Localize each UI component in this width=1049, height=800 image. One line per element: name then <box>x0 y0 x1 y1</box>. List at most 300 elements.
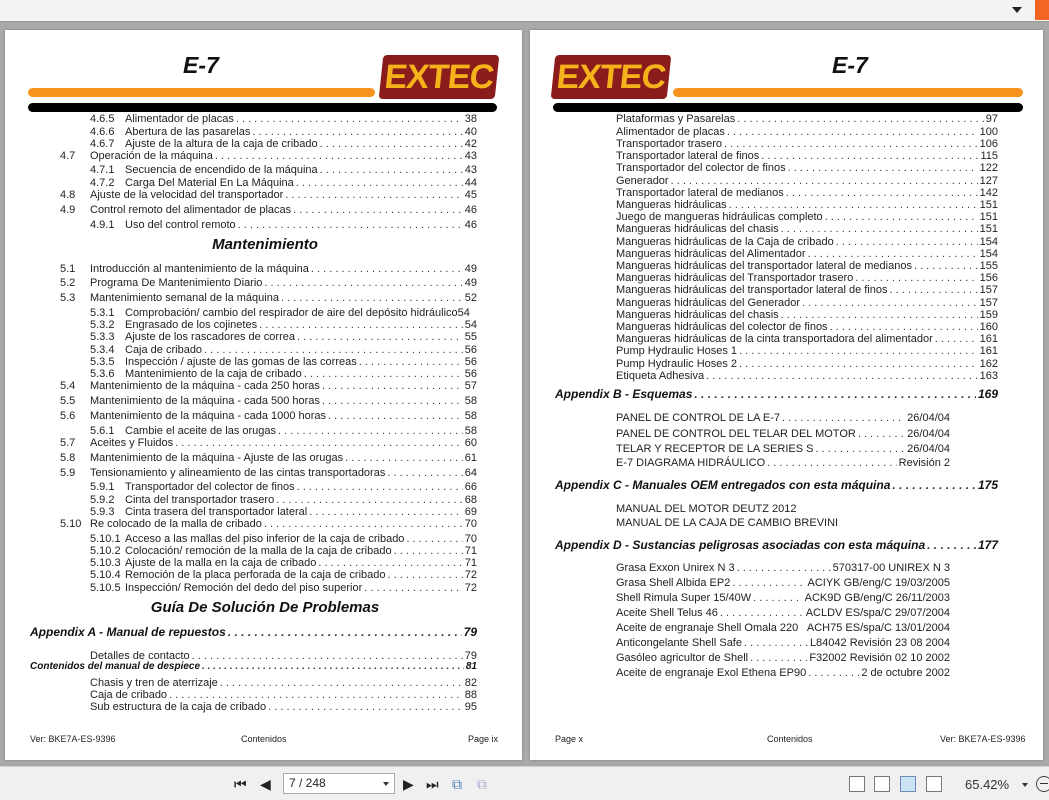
previous-page-icon[interactable]: ◀ <box>260 776 271 792</box>
entry-title: Inspección/ Remoción del dedo del piso superior <box>125 582 363 594</box>
entry-page-number: 159 <box>979 309 998 321</box>
entry-title: Alimentador de placas <box>125 113 234 125</box>
dot-leader <box>387 466 462 480</box>
entry-page-number: 58 <box>464 395 477 407</box>
entry-page-number: ACK9D GB/eng/C 26/11/2003 <box>804 592 950 604</box>
toc-entry[interactable] <box>90 163 477 177</box>
entry-title: Introducción al mantenimiento de la máquina <box>90 263 309 275</box>
appendix-entry[interactable] <box>555 478 998 492</box>
footer-version: Ver: BKE7A-ES-9396 <box>30 734 116 744</box>
section-number: 5.3.2 <box>90 319 115 331</box>
entry-page-number: 66 <box>464 481 477 493</box>
dot-leader <box>782 411 905 425</box>
dot-leader <box>744 636 808 650</box>
dot-leader <box>364 581 462 595</box>
dot-leader <box>238 218 463 232</box>
appendix-entry[interactable] <box>555 387 998 401</box>
entry-page-number: 157 <box>979 297 998 309</box>
app-badge-icon[interactable] <box>1035 0 1049 20</box>
section-number: 5.3.4 <box>90 344 115 356</box>
toc-entry[interactable] <box>616 427 950 441</box>
entry-page-number: Revisión 2 <box>898 457 950 469</box>
toc-entry[interactable] <box>616 222 998 236</box>
appendix-entry[interactable] <box>555 538 998 552</box>
black-header-bar <box>28 103 497 112</box>
toc-entry[interactable] <box>60 276 477 290</box>
toc-entry[interactable] <box>616 636 950 650</box>
entry-page-number: 46 <box>464 204 477 216</box>
entry-title: Mantenimiento de la máquina - cada 500 horas <box>90 395 320 407</box>
toc-entry[interactable] <box>60 291 477 305</box>
entry-title: Mantenimiento de la máquina - cada 250 horas <box>90 380 320 392</box>
entry-title: Aceite de engranaje Shell Omala 220 <box>616 622 799 634</box>
entry-page-number: ACH75 ES/spa/C 13/01/2004 <box>806 622 950 634</box>
section-number: 5.6.1 <box>90 425 115 437</box>
single-page-view-icon[interactable] <box>849 776 865 792</box>
facing-pages-view-icon[interactable] <box>900 776 916 792</box>
toc-entry[interactable] <box>60 451 477 465</box>
entry-page-number: 161 <box>979 333 998 345</box>
entry-page-number: 52 <box>464 292 477 304</box>
dot-leader <box>322 394 463 408</box>
entry-page-number: 26/04/04 <box>907 412 950 424</box>
dot-leader <box>739 344 978 358</box>
zoom-out-icon[interactable] <box>1036 776 1049 792</box>
appendix-entry[interactable] <box>30 661 477 675</box>
toc-entry[interactable] <box>60 436 477 450</box>
dropdown-arrow-icon[interactable] <box>1012 7 1022 13</box>
entry-title: Comprobación/ cambio del respirador de aire del depósito hidráulico <box>125 307 458 319</box>
toc-entry[interactable] <box>60 409 477 423</box>
entry-title: Chasis y tren de aterrizaje <box>90 677 218 689</box>
dot-leader <box>890 283 978 297</box>
toc-entry[interactable] <box>90 112 477 126</box>
toc-entry[interactable] <box>616 442 950 456</box>
section-number: 4.7.2 <box>90 177 115 189</box>
entry-title: Detalles de contacto <box>90 650 190 662</box>
entry-page-number: 163 <box>979 370 998 382</box>
footer-page-number: Page ix <box>468 734 499 744</box>
document-title: E-7 <box>183 52 219 78</box>
dot-leader <box>175 436 463 450</box>
entry-page-number: 81 <box>465 661 477 672</box>
toc-entry[interactable] <box>616 502 950 516</box>
entry-page-number: 42 <box>464 138 477 150</box>
entry-title: Pump Hydraulic Hoses 2 <box>616 358 738 370</box>
toc-entry[interactable] <box>616 576 950 590</box>
dot-leader <box>388 568 463 582</box>
entry-title: Cambie el aceite de las orugas <box>125 425 277 437</box>
section-number: 5.10.3 <box>90 557 121 569</box>
entry-title: Anticongelante Shell Safe <box>616 637 742 649</box>
extec-logo: EXTEC <box>379 55 500 99</box>
entry-title: Grasa Exxon Unirex N 3 <box>616 562 735 574</box>
section-number: 4.6.6 <box>90 126 115 138</box>
entry-title: Shell Rimula Super 15/40W <box>616 592 752 604</box>
entry-page-number: 43 <box>464 164 477 176</box>
entry-title: Secuencia de encendido de la máquina <box>125 164 318 176</box>
entry-title: MANUAL DEL MOTOR DEUTZ 2012 <box>616 503 797 515</box>
entry-page-number: 71 <box>464 545 477 557</box>
entry-title: Mangueras hidráulicas del Alimentador <box>616 248 806 260</box>
dot-leader <box>737 112 984 126</box>
entry-page-number: 175 <box>977 478 998 492</box>
entry-page-number: ACLDV ES/spa/C 29/07/2004 <box>805 607 950 619</box>
entry-page-number: 56 <box>464 368 477 380</box>
entry-page-number: 68 <box>464 494 477 506</box>
entry-title: Ajuste de los rascadores de correa <box>125 331 295 343</box>
previous-view-icon[interactable]: ⧉ <box>452 776 462 792</box>
entry-page-number: 79 <box>464 650 477 662</box>
dot-leader <box>281 291 463 305</box>
toc-entry[interactable] <box>90 218 477 232</box>
toc-entry[interactable] <box>616 369 998 383</box>
section-number: 5.10.5 <box>90 582 121 594</box>
entry-page-number: 61 <box>464 452 477 464</box>
dot-leader <box>781 222 978 236</box>
entry-title: Operación de la máquina <box>90 150 213 162</box>
entry-title: Uso del control remoto <box>125 219 236 231</box>
entry-page-number: 54 <box>457 307 470 319</box>
dot-leader <box>892 478 976 492</box>
entry-title: Ajuste de la altura de la caja de cribado <box>125 138 318 150</box>
orange-header-bar <box>28 88 375 97</box>
entry-page-number: 56 <box>464 356 477 368</box>
entry-page-number: 43 <box>464 150 477 162</box>
entry-title: Juego de mangueras hidráulicas completo <box>616 211 823 223</box>
toc-entry[interactable] <box>616 344 998 358</box>
entry-title: Transportador del colector de finos <box>125 481 295 493</box>
entry-title: Transportador lateral de finos <box>616 150 760 162</box>
entry-page-number: 69 <box>464 506 477 518</box>
dot-leader <box>858 427 905 441</box>
dot-leader <box>264 276 462 290</box>
entry-page-number: 88 <box>464 689 477 701</box>
orange-header-bar <box>673 88 1023 97</box>
next-page-icon[interactable]: ▶ <box>403 776 414 792</box>
section-number: 4.9 <box>60 204 76 216</box>
entry-title: Mangueras hidráulicas del chasis <box>616 223 779 235</box>
entry-page-number: 40 <box>464 126 477 138</box>
dot-leader <box>808 666 859 680</box>
viewer-toolbar <box>0 766 1049 800</box>
entry-page-number: 44 <box>464 177 477 189</box>
dot-leader <box>328 409 463 423</box>
entry-page-number: ACIYK GB/eng/C 19/03/2005 <box>807 577 950 589</box>
entry-page-number: L84042 Revisión 23 08 2004 <box>809 637 950 649</box>
entry-title: Aceite Shell Telus 46 <box>616 607 718 619</box>
entry-title: Cinta trasera del transportador lateral <box>125 506 308 518</box>
entry-page-number: 72 <box>464 569 477 581</box>
toc-entry[interactable] <box>60 379 477 393</box>
entry-page-number: 95 <box>464 701 477 713</box>
entry-title: Pump Hydraulic Hoses 1 <box>616 345 738 357</box>
entry-title: Mangueras hidráulicas de la Caja de cribado <box>616 236 834 248</box>
section-number: 4.6.5 <box>90 113 115 125</box>
section-number: 5.5 <box>60 395 76 407</box>
toc-entry[interactable] <box>616 561 950 575</box>
entry-page-number: 56 <box>464 344 477 356</box>
dot-leader <box>737 561 831 575</box>
entry-title: Mantenimiento de la máquina - Ajuste de las orugas <box>90 452 344 464</box>
entry-page-number: 161 <box>979 345 998 357</box>
toc-entry[interactable] <box>90 700 477 714</box>
dot-leader <box>311 262 463 276</box>
toc-entry[interactable] <box>90 480 477 494</box>
entry-title: Gasóleo agricultor de Shell <box>616 652 749 664</box>
entry-title: Mangueras hidráulicas del transportador lateral de finos <box>616 284 888 296</box>
toc-entry[interactable] <box>616 411 950 425</box>
dot-leader <box>285 188 463 202</box>
entry-page-number: 169 <box>977 387 998 401</box>
continuous-view-icon[interactable] <box>874 776 890 792</box>
last-page-icon[interactable]: ⏭ <box>426 776 439 792</box>
entry-page-number: 64 <box>464 467 477 479</box>
entry-page-number: 154 <box>979 236 998 248</box>
toc-entry[interactable] <box>90 581 477 595</box>
entry-title: PANEL DE CONTROL DE LA E-7 <box>616 412 781 424</box>
entry-title: MANUAL DE LA CAJA DE CAMBIO BREVINI <box>616 517 839 529</box>
toc-entry[interactable] <box>60 149 477 163</box>
entry-title: TELAR Y RECEPTOR DE LA SERIES S <box>616 443 814 455</box>
entry-title: Caja de cribado <box>90 689 168 701</box>
dot-leader <box>297 480 463 494</box>
entry-page-number: 156 <box>979 272 998 284</box>
dot-leader <box>345 451 463 465</box>
footer-section: Contenidos <box>241 734 287 744</box>
entry-page-number: 79 <box>463 625 477 639</box>
entry-title: Appendix B - Esquemas <box>555 387 693 401</box>
pdf-page-left <box>5 30 522 760</box>
entry-page-number: F32002 Revisión 02 10 2002 <box>809 652 950 664</box>
dot-leader <box>293 203 463 217</box>
appendix-entry[interactable] <box>30 625 477 639</box>
section-number: 4.6.7 <box>90 138 115 150</box>
entry-title: PANEL DE CONTROL DEL TELAR DEL MOTOR <box>616 428 856 440</box>
entry-page-number: 151 <box>979 223 998 235</box>
entry-page-number: 151 <box>979 199 998 211</box>
dot-leader <box>202 661 464 672</box>
section-number: 5.9.3 <box>90 506 115 518</box>
entry-title: Cinta del transportador trasero <box>125 494 275 506</box>
page-number-input[interactable] <box>283 773 395 794</box>
entry-title: E-7 DIAGRAMA HIDRÁULICO <box>616 457 766 469</box>
dot-leader <box>750 651 807 665</box>
pdf-page-right <box>530 30 1043 760</box>
entry-title: Etiqueta Adhesiva <box>616 370 705 382</box>
toc-entry[interactable] <box>60 394 477 408</box>
toc-entry[interactable] <box>60 466 477 480</box>
section-heading: Mantenimiento <box>212 236 318 253</box>
entry-page-number: 160 <box>979 321 998 333</box>
section-number: 5.3.1 <box>90 307 115 319</box>
section-number: 4.7 <box>60 150 76 162</box>
section-number: 5.9.1 <box>90 481 115 493</box>
dot-leader <box>215 149 463 163</box>
entry-title: Sub estructura de la caja de cribado <box>90 701 267 713</box>
dot-leader <box>236 112 463 126</box>
entry-page-number: 72 <box>464 582 477 594</box>
zoom-level[interactable]: 65.42% <box>965 777 1010 792</box>
entry-page-number: 58 <box>464 425 477 437</box>
entry-title: Carga Del Material En La Máquina <box>125 177 294 189</box>
dot-leader <box>694 387 976 401</box>
entry-title: Aceite de engranaje Exol Ethena EP90 <box>616 667 807 679</box>
entry-title: Programa De Mantenimiento Diario <box>90 277 263 289</box>
section-number: 5.9 <box>60 467 76 479</box>
section-number: 5.9.2 <box>90 494 115 506</box>
dot-leader <box>706 369 978 383</box>
toc-entry[interactable] <box>616 456 950 470</box>
entry-title: Mangueras hidráulicas de la cinta transportadora del alimentador <box>616 333 933 345</box>
section-number: 5.7 <box>60 437 76 449</box>
entry-page-number: 155 <box>979 260 998 272</box>
section-number: 5.3.5 <box>90 356 115 368</box>
entry-title: Colocación/ remoción de la malla de la caja de cribado <box>125 545 392 557</box>
section-number: 5.1 <box>60 263 76 275</box>
entry-title: Transportador del colector de finos <box>616 162 786 174</box>
dot-leader <box>767 456 897 470</box>
section-number: 5.3 <box>60 292 76 304</box>
entry-page-number: 142 <box>979 187 998 199</box>
entry-title: Mangueras hidráulicas del Generador <box>616 297 801 309</box>
section-number: 5.6 <box>60 410 76 422</box>
section-number: 4.8 <box>60 189 76 201</box>
dot-leader <box>268 700 463 714</box>
toc-entry[interactable] <box>616 606 950 620</box>
toc-entry[interactable] <box>616 666 950 680</box>
entry-page-number: 45 <box>464 189 477 201</box>
entry-page-number: 97 <box>985 113 998 125</box>
section-number: 5.3.3 <box>90 331 115 343</box>
page-number-value: 7 / 248 <box>289 776 326 790</box>
entry-title: Grasa Shell Albida EP2 <box>616 577 731 589</box>
entry-title: Inspección / ajuste de las gomas de las correas <box>125 356 357 368</box>
entry-page-number: 26/04/04 <box>907 443 950 455</box>
dot-leader <box>753 591 803 605</box>
toc-entry[interactable] <box>90 330 477 344</box>
entry-page-number: 151 <box>979 211 998 223</box>
toc-entry[interactable] <box>616 621 950 635</box>
entry-page-number: 162 <box>979 358 998 370</box>
dot-leader <box>320 163 463 177</box>
toc-entry[interactable] <box>616 112 998 126</box>
dot-leader <box>228 625 462 639</box>
footer-version: Ver: BKE7A-ES-9396 <box>940 734 1026 744</box>
toc-entry[interactable] <box>616 651 950 665</box>
section-number: 4.7.1 <box>90 164 115 176</box>
entry-page-number: 58 <box>464 410 477 422</box>
entry-page-number: 46 <box>464 219 477 231</box>
section-number: 5.10.4 <box>90 569 121 581</box>
entry-title: Engrasado de los cojinetes <box>125 319 258 331</box>
toc-entry[interactable] <box>60 188 477 202</box>
dot-leader <box>264 517 463 531</box>
dot-leader <box>815 442 905 456</box>
section-number: 5.3.6 <box>90 368 115 380</box>
dot-leader <box>322 379 463 393</box>
section-number: 5.4 <box>60 380 76 392</box>
entry-title: Mangueras hidráulicas <box>616 199 727 211</box>
chevron-down-icon[interactable] <box>383 782 389 786</box>
dot-leader <box>732 576 805 590</box>
first-page-icon[interactable]: ⏮ <box>234 776 247 792</box>
entry-title: Ajuste de la velocidad del transportador <box>90 189 284 201</box>
entry-page-number: 55 <box>464 331 477 343</box>
entry-page-number: 71 <box>464 557 477 569</box>
top-strip <box>0 0 1049 22</box>
toc-entry[interactable] <box>616 591 950 605</box>
entry-page-number: 38 <box>464 113 477 125</box>
entry-page-number: 49 <box>464 277 477 289</box>
toc-entry[interactable] <box>616 516 950 530</box>
entry-page-number: 122 <box>979 162 998 174</box>
toc-entry[interactable] <box>616 161 998 175</box>
entry-title: Mangueras hidráulicas del chasis <box>616 309 779 321</box>
entry-page-number: 57 <box>464 380 477 392</box>
entry-title: Plataformas y Pasarelas <box>616 113 736 125</box>
entry-title: Mangueras hidráulicas del Transportador trasero <box>616 272 854 284</box>
entry-page-number: 177 <box>977 538 998 552</box>
entry-title: Mantenimiento semanal de la máquina <box>90 292 279 304</box>
entry-page-number: 26/04/04 <box>907 428 950 440</box>
entry-title: Ajuste de la malla en la caja de cribado <box>125 557 317 569</box>
entry-title: Generador <box>616 175 669 187</box>
dot-leader <box>720 606 804 620</box>
entry-title: Appendix C - Manuales OEM entregados con esta máquina <box>555 478 891 492</box>
entry-title: Transportador trasero <box>616 138 722 150</box>
entry-title: Contenidos del manual de despiece <box>30 661 201 672</box>
entry-title: Mangueras hidráulicas del transportador lateral de medianos <box>616 260 912 272</box>
next-view-icon[interactable]: ⧉ <box>477 776 487 792</box>
document-title: E-7 <box>832 52 868 78</box>
section-number: 5.10.2 <box>90 545 121 557</box>
toc-entry[interactable] <box>60 262 477 276</box>
entry-title: Re colocado de la malla de cribado <box>90 518 262 530</box>
entry-title: Alimentador de placas <box>616 126 725 138</box>
entry-page-number: 70 <box>464 518 477 530</box>
black-header-bar <box>553 103 1023 112</box>
entry-title: Aceites y Fluidos <box>90 437 174 449</box>
continuous-facing-view-icon[interactable] <box>926 776 942 792</box>
toc-entry[interactable] <box>90 568 477 582</box>
entry-title: Remoción de la placa perforada de la caja de cribado <box>125 569 386 581</box>
entry-title: Caja de cribado <box>125 344 203 356</box>
extec-logo: EXTEC <box>551 55 672 99</box>
footer-section: Contenidos <box>767 734 813 744</box>
toc-entry[interactable] <box>60 517 477 531</box>
entry-title: Mantenimiento de la máquina - cada 1000 horas <box>90 410 327 422</box>
section-number: 5.10 <box>60 518 82 530</box>
entry-page-number: 49 <box>464 263 477 275</box>
zoom-dropdown-icon[interactable] <box>1022 783 1028 787</box>
toc-entry[interactable] <box>60 203 477 217</box>
section-number: 4.9.1 <box>90 219 115 231</box>
entry-title: Mantenimiento de la caja de cribado <box>125 368 302 380</box>
section-number: 5.2 <box>60 277 76 289</box>
toc-entry[interactable] <box>616 283 998 297</box>
entry-page-number: 100 <box>979 126 998 138</box>
entry-page-number: 157 <box>979 284 998 296</box>
entry-page-number: 154 <box>979 248 998 260</box>
entry-title: Appendix D - Sustancias peligrosas asociadas con esta máquina <box>555 538 926 552</box>
entry-title: Tensionamiento y alineamiento de las cintas transportadoras <box>90 467 386 479</box>
entry-page-number: 2 de octubre 2002 <box>861 667 950 679</box>
entry-page-number: 106 <box>979 138 998 150</box>
entry-title: Acceso a las mallas del piso inferior de la caja de cribado <box>125 533 405 545</box>
entry-page-number: 60 <box>464 437 477 449</box>
entry-page-number: 115 <box>980 150 998 162</box>
